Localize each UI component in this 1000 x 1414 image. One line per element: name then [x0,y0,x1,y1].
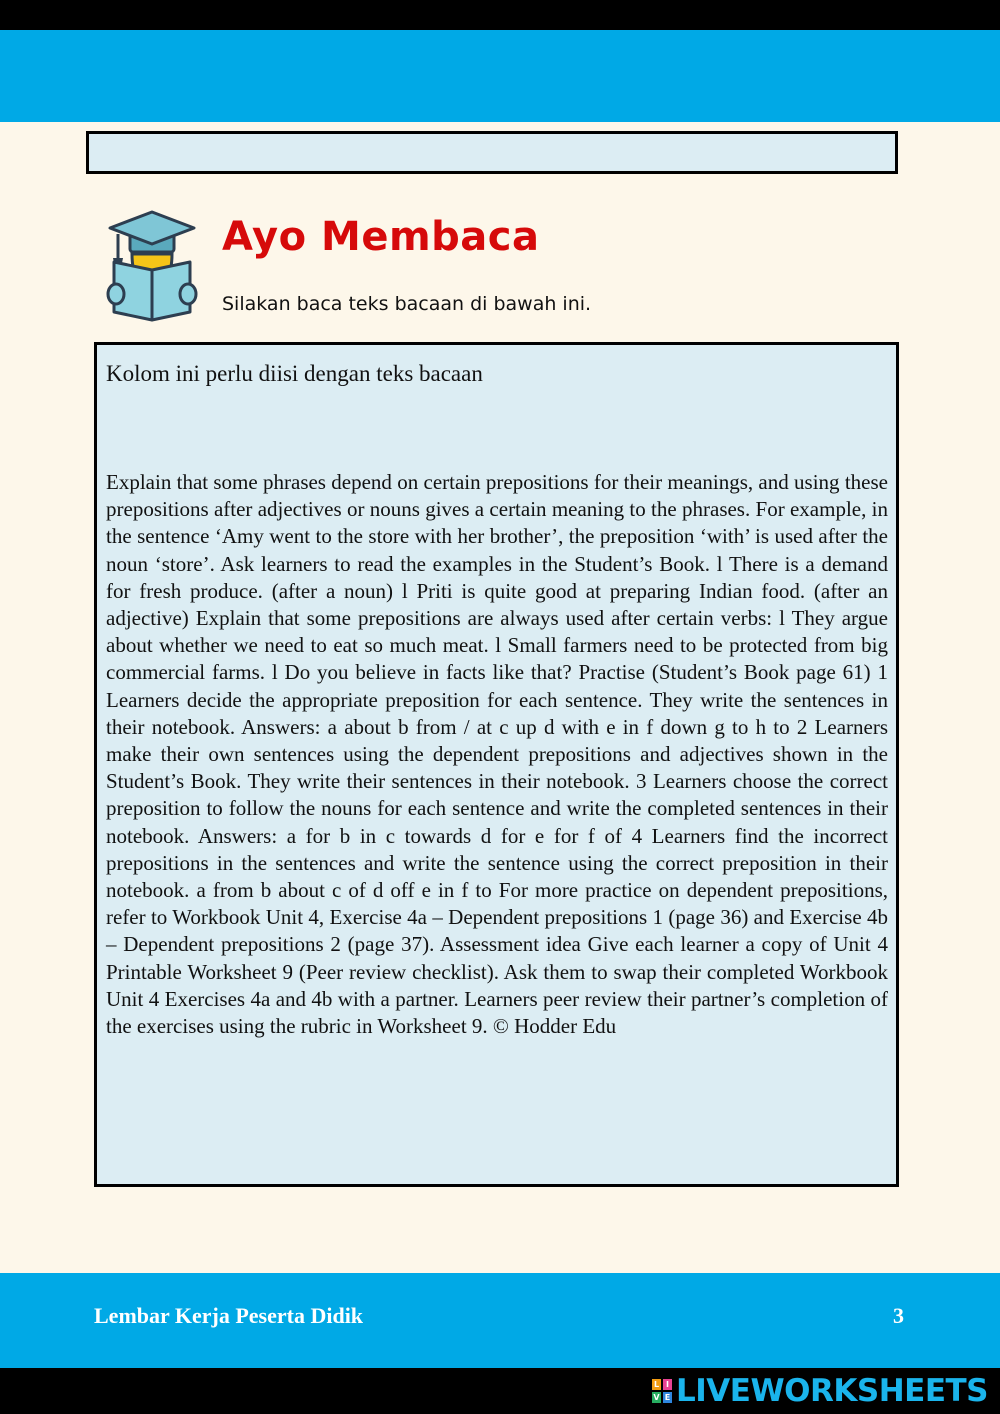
reading-passage: Explain that some phrases depend on certain prepositions for their meanings, and using these prepositions after adjectives or nouns gives a certain meaning to the phrases. For example, in the sentence ‘Amy went to the store with her brother’, the preposition ‘with’ is used after the noun ‘store’. Ask learners to read the examples in the Student’s Book. l There is a demand for fresh produce. (after a noun) l Priti is quite good at preparing Indian food. (after an adjective) Explain that some prepositions are always used after certain verbs: l They argue about whether we need to eat so much meat. l Small farmers need to be protected from big commercial farms. l Do you believe in facts like that? Practise (Student’s Book page 61) 1 Learners decide the appropriate preposition for each sentence. They write the sentences in their notebook. Answers: a about b from / at c up d with e in f down g to h to 2 Learners make their own sentences using the dependent prepositions and adjectives shown in the Student’s Book. They write their sentences in their notebook. 3 Learners choose the correct preposition to follow the nouns for each sentence and write the completed sentences in their notebook. Answers: a for b in c towards d for e for f of 4 Learners find the incorrect prepositions in the sentences and write the sentence using the correct preposition in their notebook. a from b about c of d off e in f to For more practice on dependent prepositions, refer to Workbook Unit 4, Exercise 4a – Dependent prepositions 1 (page 36) and Exercise 4b – Dependent prepositions 2 (page 37). Assessment idea Give each learner a copy of Unit 4 Printable Worksheet 9 (Peer review checklist). Ask them to swap their completed Workbook Unit 4 Exercises 4a and 4b with a partner. Learners peer review their partner’s completion of the exercises using the rubric in Worksheet 9. © Hodder Edu [106,470,888,1039]
name-input-box[interactable] [86,131,898,174]
reading-box-label: Kolom ini perlu diisi dengan teks bacaan [106,361,483,386]
section-title: Ayo Membaca [222,214,540,260]
logo-letter: I [663,1379,672,1390]
liveworksheets-logo-icon [652,1379,672,1403]
logo-letter: E [664,1393,671,1402]
reading-text-box [94,342,899,1187]
reading-instruction: Silakan baca teks bacaan di bawah ini. [222,293,592,315]
liveworksheets-logo-text: LIVEWORKSHEETS [676,1373,988,1409]
page-number: 3 [893,1303,904,1328]
logo-letter: L [653,1380,660,1389]
liveworksheets-logo [652,1373,988,1409]
top-black-bar [0,0,1000,30]
student-reading-icon [104,206,200,324]
logo-letter: V [653,1393,660,1402]
header-banner [0,30,1000,122]
footer-title: Lembar Kerja Peserta Didik [94,1303,364,1328]
